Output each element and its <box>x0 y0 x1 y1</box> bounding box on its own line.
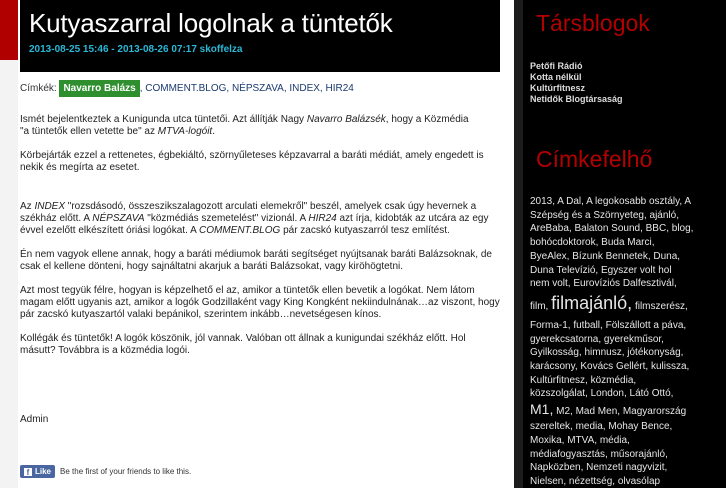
partner-blog-link[interactable]: Kotta nélkül <box>530 72 582 82</box>
author-name: Admin <box>20 414 49 425</box>
p3-d: azt írja, kidobták az utcára az egy évvel ezelőtt elkészített óriási logókat. A <box>20 213 489 236</box>
p3-i2: NÉPSZAVA <box>92 213 145 224</box>
article-meta: 2013-08-25 15:46 - 2013-08-26 07:17 skoffelza <box>29 44 243 55</box>
tag-links[interactable]: , COMMENT.BLOG, NÉPSZAVA, INDEX, HIR24 <box>139 83 354 94</box>
p3-c: "közmédiás szemetelést" vizionál. A <box>144 213 309 224</box>
facebook-like-text: Be the first of your friends to like this. <box>60 467 192 476</box>
tag-m1-rest[interactable]: M2, Mad Men, Magyarország <box>556 406 687 418</box>
partner-blogs-heading: Társblogok <box>536 10 650 36</box>
tags-label: Címkék: <box>20 83 57 94</box>
sidebar <box>514 0 726 488</box>
tag-cloud-line[interactable]: Forma-1, futball, Fölszállott a páva, <box>530 319 687 331</box>
p1-text: Ismét bejelentkeztek a Kunigunda utca tüntetői. Azt állítják Nagy <box>20 114 307 125</box>
tag-cloud <box>530 195 726 489</box>
p3-b: "rozsdásodó, összeszikszalagozott arculati elemekről" beszél, amelyek csak úgy hevernek a székház előtt. A <box>20 201 477 224</box>
partner-blog-link[interactable]: Kultúrfitnesz <box>530 83 585 93</box>
tag-cloud-line[interactable]: Moxika, MTVA, média, <box>530 434 630 446</box>
tag-cloud-line[interactable]: bohócdoktorok, Buda Marci, <box>530 237 655 249</box>
tag-m1[interactable]: M1, <box>530 401 554 418</box>
tag-cloud-line[interactable]: Gyilkosság, himnusz, jótékonyság, <box>530 347 684 359</box>
tag-cloud-line[interactable]: ByeAlex, Bízunk Bennetek, Duna, <box>530 250 681 262</box>
tag-cloud-line[interactable]: Napközben, Nemzeti nagyvizit, <box>530 462 668 474</box>
partner-blog-link[interactable]: Netidők Blogtársaság <box>530 94 623 104</box>
tag-cloud-line[interactable]: Kultúrfitnesz, közmédia, <box>530 374 637 386</box>
left-edge-strip <box>0 0 18 488</box>
tag-cloud-line[interactable]: Duna Televízió, Egyszer volt hol <box>530 264 672 276</box>
tag-cloud-line[interactable]: 2013, A Dal, A legokosabb osztály, A <box>530 196 692 207</box>
paragraph-5: Azt most tegyük félre, hogyan is képzelhető el az, amikor a tüntetők ellen bevetik a logókat. Nem látom magam előtt ugyanis azt, amikor a logók Godzillaként vagy King Kongként nekiindulnának…az viszont, hogy pár zacskó kutyaszartól valaki bepánikol, szerintem inkább…nevetségesen kínos. <box>20 285 500 320</box>
paragraph-1 <box>20 114 500 138</box>
p1-italic: Navarro Balázsék <box>306 114 386 125</box>
paragraph-3 <box>20 201 500 237</box>
tag-row <box>20 80 354 98</box>
tag-highlight[interactable]: Navarro Balázs <box>59 80 139 97</box>
p3-i1: INDEX <box>34 201 66 212</box>
tag-filmszeresz[interactable]: filmszerész, <box>634 300 688 312</box>
left-edge-accent <box>0 0 18 60</box>
facebook-icon: f <box>24 468 32 476</box>
sidebar-divider <box>514 0 523 488</box>
p3-i4: COMMENT.BLOG <box>198 225 281 236</box>
p3-e: pár zacskó kutyaszarról tesz említést. <box>280 225 450 236</box>
tag-cloud-line[interactable]: Szépség és a Szörnyeteg, ajánló, <box>530 209 679 221</box>
article-body <box>20 114 500 369</box>
p1-end: . <box>212 126 215 137</box>
p1-italic-c: MTVA-logóit <box>157 126 213 137</box>
p3-i3: HIR24 <box>308 213 337 224</box>
tag-cloud-line[interactable]: szereltek, media, Mohay Bence, <box>530 421 673 433</box>
p1-text-b: , hogy a Közmédia <box>385 114 469 125</box>
facebook-like-button[interactable] <box>20 465 55 478</box>
like-label: Like <box>35 467 52 476</box>
tag-cloud-line[interactable]: közszolgálat, London, Látó Ottó, <box>530 388 674 400</box>
tag-filmajanlo[interactable]: filmajánló, <box>551 292 633 313</box>
tag-cloud-line[interactable]: médiafogyasztás, műsorajánló, <box>530 448 668 460</box>
p1-text-c: "a tüntetők ellen vetette be" az <box>20 126 158 137</box>
spacer <box>20 186 500 201</box>
facebook-like-widget <box>20 465 191 478</box>
tag-film[interactable]: film, <box>530 300 549 312</box>
tag-cloud-line[interactable]: nem volt, Eurovíziós Dalfesztivál, <box>530 278 677 290</box>
tag-cloud-line[interactable]: Nielsen, nézettség, olvasólap <box>530 475 661 487</box>
tag-cloud-line[interactable]: AreBaba, Balaton Sound, BBC, blog, <box>530 223 694 235</box>
article-title[interactable]: Kutyaszarral logolnak a tüntetők <box>29 8 393 38</box>
partner-blogs-list <box>530 61 623 105</box>
paragraph-2: Körbejárták ezzel a rettenetes, égbekiáltó, szörnyűleteses képzavarral a baráti médiát, amely engedett is nekik és megírta az esetet. <box>20 150 484 173</box>
tag-cloud-line-m1 <box>530 401 726 420</box>
tag-cloud-line[interactable]: karácsony, Kovács Gellért, kulissza, <box>530 361 690 373</box>
paragraph-6: Kollégák és tüntetők! A logók köszönik, jól vannak. Valóban ott állnak a kunigundai székház előtt. Hol másutt? Továbbra is a közmédia logói. <box>20 333 466 356</box>
p3-a: Az <box>20 201 35 212</box>
paragraph-4: Én nem vagyok ellene annak, hogy a baráti médiumok baráti segítséget nyújtsanak baráti Balázsoknak, de csak el kellene dönteni, hogy sajnáltatni akarjuk a baráti Balázsokat, vagy kiröhögtetni. <box>20 249 492 272</box>
article-header <box>20 0 500 72</box>
article-column <box>20 0 500 488</box>
tag-cloud-line[interactable]: gyerekcsatorna, gyerekműsor, <box>530 333 664 345</box>
tag-cloud-line-film <box>530 291 726 319</box>
partner-blog-link[interactable]: Petőfi Rádió <box>530 61 583 71</box>
tag-cloud-heading: Címkefelhő <box>536 146 653 172</box>
